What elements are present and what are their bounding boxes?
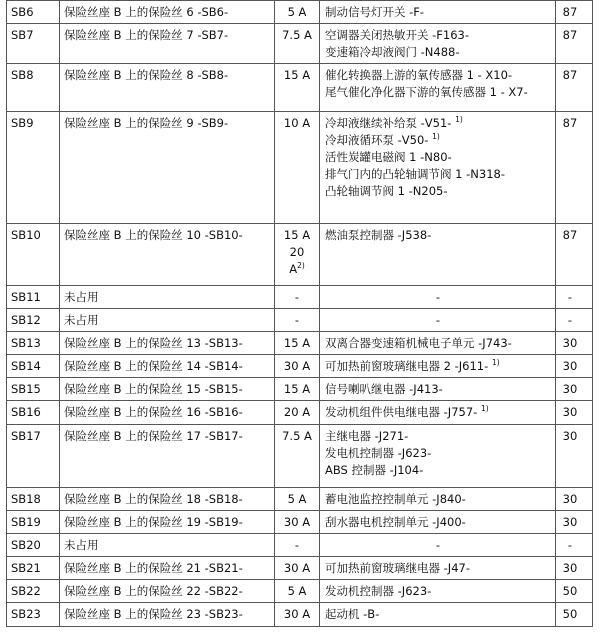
consumer-text: - bbox=[435, 313, 441, 327]
fuse-rating-text: 7.5 A bbox=[282, 28, 312, 42]
fuse-name-cell: 保险丝座 B 上的保险丝 22 -SB22- bbox=[60, 580, 275, 603]
fuse-id-cell: SB23 bbox=[7, 603, 60, 627]
fuse-rating-text: 30 A bbox=[283, 607, 311, 621]
fuse-rating-cell bbox=[275, 378, 320, 401]
fuse-rating-cell bbox=[275, 1, 320, 24]
fuse-name-cell: 保险丝座 B 上的保险丝 17 -SB17- bbox=[60, 425, 275, 488]
terminal-cell: 30 bbox=[556, 557, 593, 580]
terminal-cell: 30 bbox=[556, 355, 593, 378]
consumer-line bbox=[325, 149, 551, 166]
terminal-cell: 30 bbox=[556, 378, 593, 401]
fuse-rating-cell bbox=[275, 580, 320, 603]
terminal-cell: - bbox=[556, 286, 593, 309]
consumer-line bbox=[325, 166, 551, 183]
terminal-cell: 30 bbox=[556, 425, 593, 488]
fuse-name-cell: 保险丝座 B 上的保险丝 6 -SB6- bbox=[60, 1, 275, 24]
fuse-rating-text: 30 A bbox=[283, 561, 311, 575]
terminal-cell: 30 bbox=[556, 488, 593, 511]
fuse-rating-text: 15 A bbox=[283, 382, 311, 396]
terminal-cell: - bbox=[556, 534, 593, 557]
consumer-cell bbox=[320, 557, 556, 580]
consumer-line bbox=[325, 67, 551, 84]
consumer-text: 发电机控制器 -J623- bbox=[325, 446, 432, 460]
fuse-id-cell: SB16 bbox=[7, 401, 60, 425]
fuse-rating-text: 30 A bbox=[283, 359, 311, 373]
table-row bbox=[7, 378, 593, 401]
terminal-cell: 50 bbox=[556, 580, 593, 603]
fuse-rating-text: 10 A bbox=[283, 116, 311, 130]
table-row bbox=[7, 603, 593, 627]
consumer-text: 冷却液循环泵 -V50- bbox=[325, 133, 429, 147]
consumer-text: 空调器关闭热敏开关 -F163- bbox=[325, 28, 470, 42]
consumer-cell bbox=[320, 603, 556, 627]
consumer-text: - bbox=[435, 290, 441, 304]
consumer-text: 刮水器电机控制单元 -J400- bbox=[325, 515, 466, 529]
fuse-id-cell: SB6 bbox=[7, 1, 60, 24]
consumer-text: 双离合器变速箱机械电子单元 -J743- bbox=[325, 336, 512, 350]
table-row bbox=[7, 401, 593, 425]
consumer-line bbox=[325, 84, 551, 101]
fuse-table-body bbox=[7, 1, 593, 627]
consumer-line bbox=[325, 560, 551, 577]
table-row bbox=[7, 64, 593, 112]
consumer-line bbox=[325, 183, 551, 200]
footnote-marker: 1) bbox=[480, 404, 489, 414]
consumer-line bbox=[325, 428, 551, 445]
fuse-rating-cell bbox=[275, 557, 320, 580]
fuse-name-cell: 未占用 bbox=[60, 286, 275, 309]
terminal-cell: 87 bbox=[556, 112, 593, 224]
fuse-id-cell: SB15 bbox=[7, 378, 60, 401]
fuse-rating-cell bbox=[275, 112, 320, 224]
consumer-line bbox=[325, 381, 551, 398]
fuse-id-cell: SB21 bbox=[7, 557, 60, 580]
fuse-rating-line bbox=[279, 67, 315, 84]
fuse-table bbox=[6, 0, 593, 627]
fuse-name-cell: 保险丝座 B 上的保险丝 9 -SB9- bbox=[60, 112, 275, 224]
table-row bbox=[7, 511, 593, 534]
footnote-marker: 2) bbox=[297, 261, 305, 271]
consumer-cell bbox=[320, 224, 556, 286]
consumer-text: 尾气催化净化器下游的氧传感器 1 - X7- bbox=[325, 85, 528, 99]
consumer-text: 可加热前窗玻璃继电器 2 -J611- bbox=[325, 359, 489, 373]
terminal-cell: 30 bbox=[556, 401, 593, 425]
table-row bbox=[7, 309, 593, 332]
fuse-rating-cell bbox=[275, 401, 320, 425]
consumer-cell bbox=[320, 511, 556, 534]
consumer-text: 凸轮轴调节阀 1 -N205- bbox=[325, 184, 448, 198]
fuse-rating-line bbox=[279, 428, 315, 445]
table-row bbox=[7, 425, 593, 488]
terminal-cell: 87 bbox=[556, 24, 593, 64]
consumer-text: 起动机 -B- bbox=[325, 607, 380, 621]
fuse-rating-cell bbox=[275, 286, 320, 309]
fuse-rating-text: 5 A bbox=[287, 584, 307, 598]
table-row bbox=[7, 24, 593, 64]
fuse-rating-line bbox=[279, 227, 315, 244]
fuse-rating-line bbox=[279, 514, 315, 531]
table-row bbox=[7, 488, 593, 511]
consumer-line bbox=[325, 462, 551, 479]
terminal-cell: 30 bbox=[556, 332, 593, 355]
fuse-rating-cell bbox=[275, 534, 320, 557]
consumer-cell bbox=[320, 401, 556, 425]
fuse-name-cell: 保险丝座 B 上的保险丝 16 -SB16- bbox=[60, 401, 275, 425]
consumer-text: 发动机控制器 -J623- bbox=[325, 584, 432, 598]
consumer-cell bbox=[320, 488, 556, 511]
fuse-rating-text: 7.5 A bbox=[282, 429, 312, 443]
consumer-cell bbox=[320, 24, 556, 64]
fuse-rating-cell bbox=[275, 425, 320, 488]
fuse-rating-line bbox=[279, 491, 315, 508]
fuse-name-cell: 保险丝座 B 上的保险丝 14 -SB14- bbox=[60, 355, 275, 378]
fuse-rating-line bbox=[279, 358, 315, 375]
fuse-id-cell: SB8 bbox=[7, 64, 60, 112]
consumer-text: 变速箱冷却液阀门 -N488- bbox=[325, 45, 460, 59]
consumer-text: 制动信号灯开关 -F- bbox=[325, 5, 425, 19]
consumer-line bbox=[325, 289, 551, 306]
fuse-rating-line bbox=[279, 244, 315, 261]
fuse-rating-text: - bbox=[294, 313, 300, 327]
consumer-text: 活性炭罐电磁阀 1 -N80- bbox=[325, 150, 452, 164]
fuse-id-cell: SB22 bbox=[7, 580, 60, 603]
fuse-rating-line bbox=[279, 606, 315, 623]
fuse-name-cell: 保险丝座 B 上的保险丝 18 -SB18- bbox=[60, 488, 275, 511]
fuse-rating-cell bbox=[275, 511, 320, 534]
fuse-id-cell: SB17 bbox=[7, 425, 60, 488]
fuse-name-cell: 未占用 bbox=[60, 309, 275, 332]
fuse-rating-line bbox=[279, 261, 315, 278]
fuse-rating-text: - bbox=[294, 290, 300, 304]
footnote-marker: 1) bbox=[491, 358, 500, 368]
fuse-rating-text: 15 A bbox=[283, 336, 311, 350]
consumer-line bbox=[325, 606, 551, 623]
fuse-rating-cell bbox=[275, 64, 320, 112]
consumer-line bbox=[325, 491, 551, 508]
consumer-text: 主继电器 -J271- bbox=[325, 429, 409, 443]
fuse-name-cell: 保险丝座 B 上的保险丝 21 -SB21- bbox=[60, 557, 275, 580]
fuse-id-cell: SB19 bbox=[7, 511, 60, 534]
consumer-line bbox=[325, 115, 551, 132]
fuse-rating-line bbox=[279, 312, 315, 329]
consumer-line bbox=[325, 445, 551, 462]
table-row bbox=[7, 534, 593, 557]
fuse-id-cell: SB11 bbox=[7, 286, 60, 309]
consumer-line bbox=[325, 404, 551, 421]
consumer-text: 蓄电池监控控制单元 -J840- bbox=[325, 492, 466, 506]
fuse-rating-text: 15 A bbox=[283, 68, 311, 82]
consumer-cell bbox=[320, 64, 556, 112]
fuse-id-cell: SB7 bbox=[7, 24, 60, 64]
consumer-cell bbox=[320, 534, 556, 557]
fuse-rating-cell bbox=[275, 332, 320, 355]
table-row bbox=[7, 286, 593, 309]
consumer-text: 排气门内的凸轮轴调节阀 1 -N318- bbox=[325, 167, 505, 181]
consumer-line bbox=[325, 132, 551, 149]
fuse-rating-text: 5 A bbox=[287, 5, 307, 19]
consumer-line bbox=[325, 358, 551, 375]
fuse-rating-line bbox=[279, 4, 315, 21]
fuse-name-cell: 保险丝座 B 上的保险丝 8 -SB8- bbox=[60, 64, 275, 112]
fuse-rating-cell bbox=[275, 488, 320, 511]
table-row bbox=[7, 332, 593, 355]
terminal-cell: 87 bbox=[556, 1, 593, 24]
fuse-id-cell: SB14 bbox=[7, 355, 60, 378]
terminal-cell: 30 bbox=[556, 511, 593, 534]
fuse-name-cell: 保险丝座 B 上的保险丝 19 -SB19- bbox=[60, 511, 275, 534]
consumer-cell bbox=[320, 580, 556, 603]
fuse-id-cell: SB10 bbox=[7, 224, 60, 286]
fuse-rating-cell bbox=[275, 309, 320, 332]
fuse-name-cell: 保险丝座 B 上的保险丝 15 -SB15- bbox=[60, 378, 275, 401]
consumer-cell bbox=[320, 425, 556, 488]
consumer-text: - bbox=[435, 538, 441, 552]
table-row bbox=[7, 355, 593, 378]
fuse-rating-text: A bbox=[289, 262, 298, 276]
terminal-cell: 87 bbox=[556, 224, 593, 286]
fuse-rating-cell bbox=[275, 603, 320, 627]
fuse-id-cell: SB13 bbox=[7, 332, 60, 355]
consumer-line bbox=[325, 44, 551, 61]
consumer-cell bbox=[320, 286, 556, 309]
consumer-line bbox=[325, 27, 551, 44]
fuse-rating-text: 30 A bbox=[283, 515, 311, 529]
table-row bbox=[7, 580, 593, 603]
fuse-id-cell: SB12 bbox=[7, 309, 60, 332]
consumer-text: 发动机组件供电继电器 -J757- bbox=[325, 405, 478, 419]
fuse-rating-text: 20 A bbox=[283, 405, 311, 419]
fuse-rating-line bbox=[279, 560, 315, 577]
consumer-text: ABS 控制器 -J104- bbox=[325, 463, 424, 477]
fuse-rating-text: - bbox=[294, 538, 300, 552]
consumer-cell bbox=[320, 332, 556, 355]
fuse-id-cell: SB18 bbox=[7, 488, 60, 511]
table-row bbox=[7, 1, 593, 24]
fuse-rating-line bbox=[279, 381, 315, 398]
fuse-rating-cell bbox=[275, 355, 320, 378]
consumer-line bbox=[325, 4, 551, 21]
consumer-cell bbox=[320, 309, 556, 332]
consumer-cell bbox=[320, 1, 556, 24]
terminal-cell: 50 bbox=[556, 603, 593, 627]
fuse-rating-cell bbox=[275, 224, 320, 286]
consumer-cell bbox=[320, 378, 556, 401]
fuse-name-cell: 保险丝座 B 上的保险丝 10 -SB10- bbox=[60, 224, 275, 286]
consumer-text: 冷却液继续补给泵 -V51- bbox=[325, 116, 452, 130]
fuse-name-cell: 保险丝座 B 上的保险丝 23 -SB23- bbox=[60, 603, 275, 627]
footnote-marker: 1) bbox=[432, 132, 440, 142]
fuse-name-cell: 保险丝座 B 上的保险丝 7 -SB7- bbox=[60, 24, 275, 64]
table-row bbox=[7, 557, 593, 580]
fuse-rating-text: 15 A bbox=[283, 228, 311, 242]
consumer-line bbox=[325, 537, 551, 554]
fuse-id-cell: SB20 bbox=[7, 534, 60, 557]
fuse-rating-text: 5 A bbox=[287, 492, 307, 506]
fuse-name-cell: 保险丝座 B 上的保险丝 13 -SB13- bbox=[60, 332, 275, 355]
fuse-rating-line bbox=[279, 115, 315, 132]
fuse-name-cell: 未占用 bbox=[60, 534, 275, 557]
table-row bbox=[7, 224, 593, 286]
fuse-rating-line bbox=[279, 289, 315, 306]
consumer-text: 催化转换器上游的氧传感器 1 - X10- bbox=[325, 68, 513, 82]
fuse-rating-line bbox=[279, 583, 315, 600]
fuse-rating-line bbox=[279, 537, 315, 554]
fuse-rating-line bbox=[279, 404, 315, 421]
fuse-rating-text: 20 bbox=[289, 245, 305, 259]
consumer-line bbox=[325, 312, 551, 329]
consumer-line bbox=[325, 335, 551, 352]
terminal-cell: 87 bbox=[556, 64, 593, 112]
consumer-line bbox=[325, 583, 551, 600]
consumer-line bbox=[325, 227, 551, 244]
table-row bbox=[7, 112, 593, 224]
fuse-rating-cell bbox=[275, 24, 320, 64]
consumer-text: 可加热前窗玻璃继电器 -J47- bbox=[325, 561, 470, 575]
footnote-marker: 1) bbox=[455, 115, 463, 125]
consumer-text: 信号喇叭继电器 -J413- bbox=[325, 382, 443, 396]
terminal-cell: - bbox=[556, 309, 593, 332]
consumer-cell bbox=[320, 112, 556, 224]
consumer-line bbox=[325, 514, 551, 531]
fuse-rating-line bbox=[279, 335, 315, 352]
fuse-rating-line bbox=[279, 27, 315, 44]
consumer-cell bbox=[320, 355, 556, 378]
consumer-text: 燃油泵控制器 -J538- bbox=[325, 228, 432, 242]
fuse-id-cell: SB9 bbox=[7, 112, 60, 224]
